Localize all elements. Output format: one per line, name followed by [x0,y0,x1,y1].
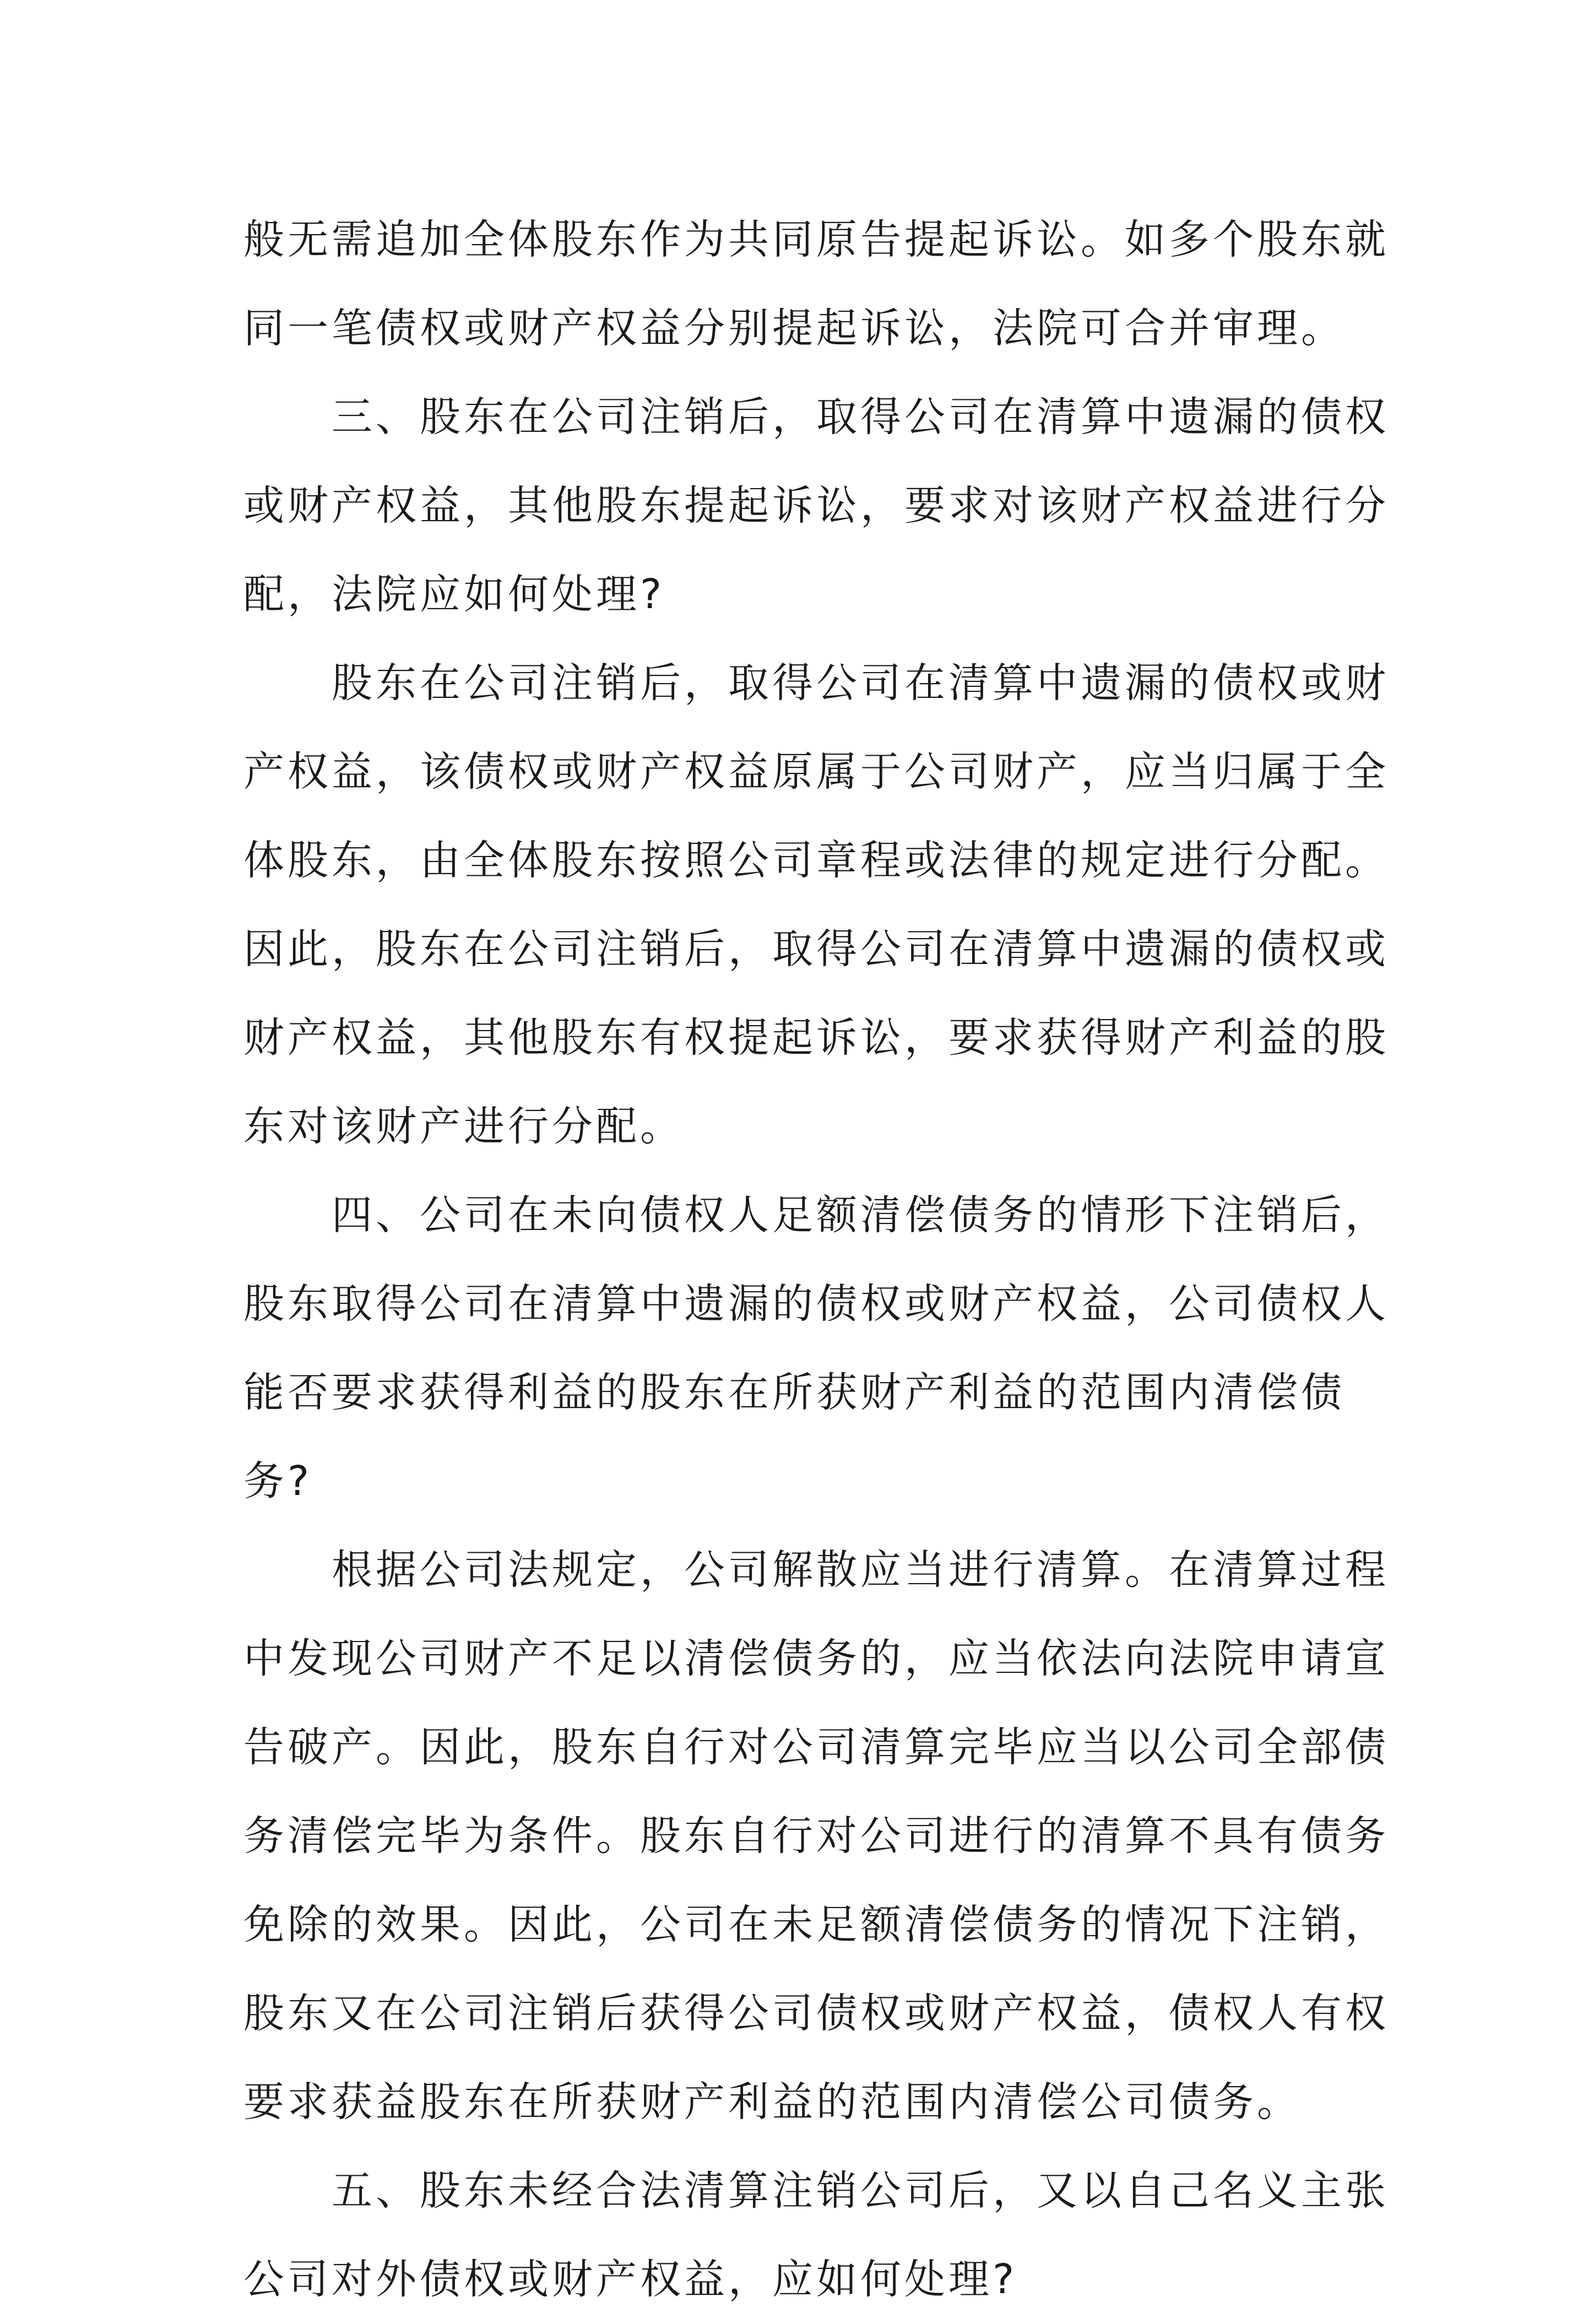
text-line: 五、股东未经合法清算注销公司后，又以自己名义主张 [243,2167,1389,2214]
text-line: 免除的效果。因此，公司在未足额清偿债务的情况下注销， [243,1901,1389,1948]
text-line: 东对该财产进行分配。 [243,1103,684,1150]
body-text [243,196,1389,2324]
text-line: 般无需追加全体股东作为共同原告提起诉讼。如多个股东就 [243,216,1389,263]
text-line: 财产权益，其他股东有权提起诉讼，要求获得财产利益的股 [243,1014,1389,1061]
text-line: 四、公司在未向债权人足额清偿债务的情形下注销后， [243,1191,1389,1239]
text-line: 务清偿完毕为条件。股东自行对公司进行的清算不具有债务 [243,1812,1389,1860]
text-line: 或财产权益，其他股东提起诉讼，要求对该财产权益进行分 [243,482,1389,529]
text-line: 体股东，由全体股东按照公司章程或法律的规定进行分配。 [243,837,1389,884]
text-line: 要求获益股东在所获财产利益的范围内清偿公司债务。 [243,2078,1301,2126]
text-line: 根据公司法规定，公司解散应当进行清算。在清算过程 [243,1546,1389,1594]
text-line: 股东取得公司在清算中遗漏的债权或财产权益，公司债权人 [243,1280,1389,1328]
text-line: 产权益，该债权或财产权益原属于公司财产，应当归属于全 [243,748,1389,795]
text-line: 中发现公司财产不足以清偿债务的，应当依法向法院申请宣 [243,1635,1389,1682]
text-line: 务? [243,1458,313,1505]
text-line: 股东又在公司注销后获得公司债权或财产权益，债权人有权 [243,1990,1389,2037]
text-line: 三、股东在公司注销后，取得公司在清算中遗漏的债权 [243,393,1389,441]
text-line: 告破产。因此，股东自行对公司清算完毕应当以公司全部债 [243,1724,1389,1771]
text-line: 同一笔债权或财产权益分别提起诉讼，法院可合并审理。 [243,305,1345,352]
text-line: 公司对外债权或财产权益，应如何处理? [243,2256,1018,2303]
text-line: 能否要求获得利益的股东在所获财产利益的范围内清偿债 [243,1369,1345,1416]
text-line: 因此，股东在公司注销后，取得公司在清算中遗漏的债权或 [243,925,1389,973]
text-line: 股东在公司注销后，取得公司在清算中遗漏的债权或财 [243,659,1389,707]
text-line: 配，法院应如何处理? [243,571,665,618]
